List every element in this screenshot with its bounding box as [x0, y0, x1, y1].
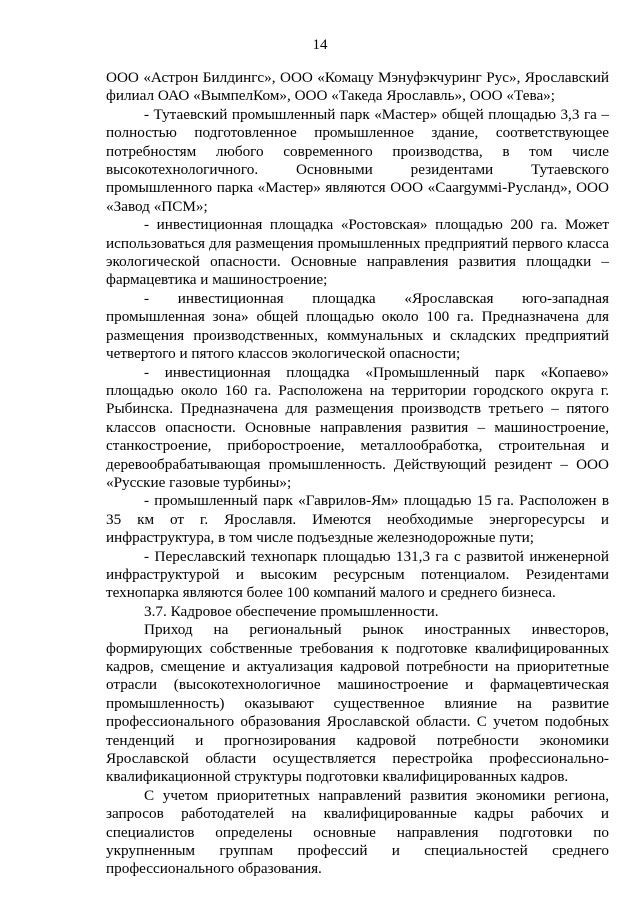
- paragraph-4: - инвестиционная площадка «Ярославская юго-западная промышленная зона» общей площадью около 100 га. Предназначена для размещения производственных, коммунальных и складских предприятий четвертого и пятого классов экологической опасности;: [106, 289, 609, 363]
- paragraph-9: Приход на региональный рынок иностранных инвесторов, формирующих собственные требования к подготовке квалифицированных кадров, смещение и актуализация кадровой потребности на приоритетные отрасли (высокотехнологичное машиностроение и фармацевтическая промышленность) оказывают существенное влияние на развитие профессионального образования Ярославской области. С учетом подобных тенденций и прогнозирования кадровой потребности экономики Ярославской области осуществляется перестройка профессионально-квалификационной структуры подготовки квалифицированных кадров.: [106, 621, 609, 786]
- paragraph-10: С учетом приоритетных направлений развития экономики региона, запросов работодателей на квалифицированные кадры рабочих и специалистов определены основные направления подготовки по укрупненным группам профессий и специальностей среднего профессионального образования.: [106, 786, 609, 878]
- section-heading: 3.7. Кадровое обеспечение промышленности.: [144, 602, 439, 620]
- document-body: [106, 69, 609, 879]
- paragraph-6: - промышленный парк «Гаврилов-Ям» площадью 15 га. Расположен в 35 км от г. Ярославля. Имеются необходимые энергоресурсы и инфраструктура, в том числе подъездные железнодорожные пути;: [106, 492, 609, 547]
- paragraph-3: - инвестиционная площадка «Ростовская» площадью 200 га. Может использоваться для размещения промышленных предприятий первого класса экологической опасности. Основные направления развития площадки – фармацевтика и машиностроение;: [106, 216, 609, 289]
- page-number: 14: [312, 37, 328, 53]
- paragraph-1: ООО «Астрон Билдингс», ООО «Комацу Мэнуфэкчуринг Рус», Ярославский филиал ОАО «ВымпелКом», ООО «Такеда Ярославль», ООО «Тева»;: [106, 69, 609, 105]
- paragraph-7: - Переславский технопарк площадью 131,3 га с развитой инженерной инфраструктурой и высоким ресурсным потенциалом. Резидентами технопарка являются более 100 компаний малого и среднего бизнеса.: [106, 547, 609, 602]
- paragraph-5: - инвестиционная площадка «Промышленный парк «Копаево» площадью около 160 га. Расположена на территории городского округа г. Рыбинска. Предназначена для размещения производств третьего – пятого классов опасности. Основные направления развития – машиностроение, станкостроение, приборостроение, металлообработка, строительная и деревообрабатывающая промышленность. Действующий резидент – ООО «Русские газовые турбины»;: [106, 363, 609, 491]
- paragraph-2: - Тутаевский промышленный парк «Мастер» общей площадью 3,3 га – полностью подготовленное промышленное здание, соответствующее потребностям любого современного производства, в том числе высокотехнологичного. Основными резидентами Тутаевского промышленного парка «Мастер» являются ООО «Саargуммi-Русланд», ООО «Завод «ПСМ»;: [106, 105, 609, 215]
